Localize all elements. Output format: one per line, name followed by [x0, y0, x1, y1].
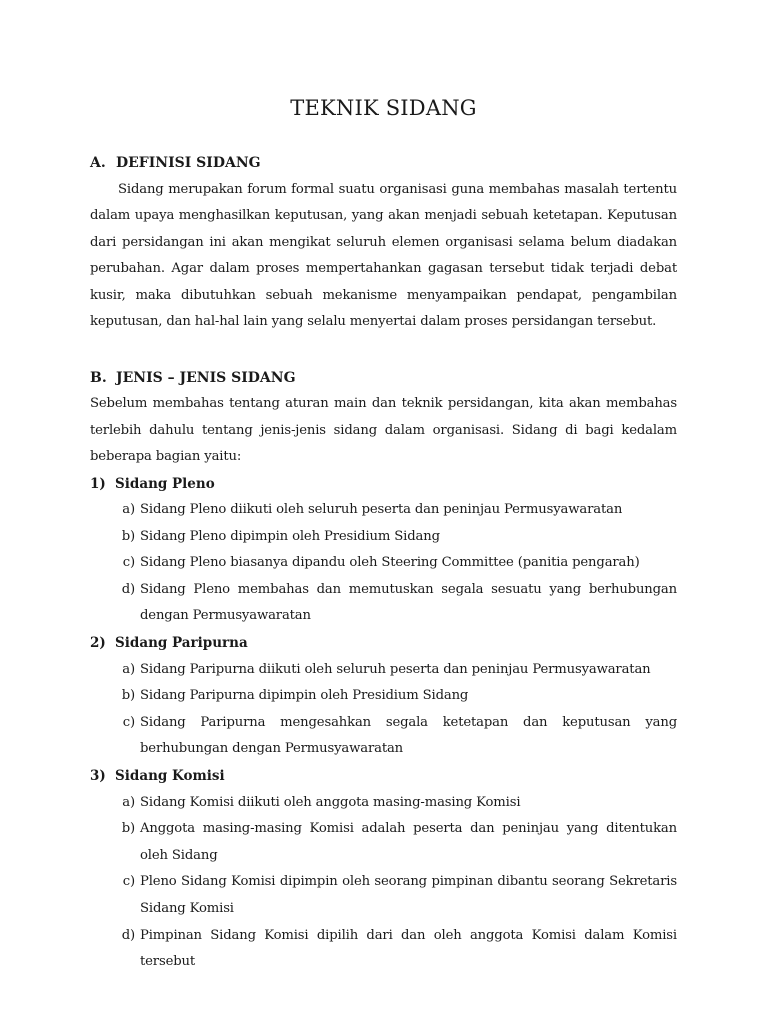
- document-page: [90, 88, 677, 976]
- list-item-text: Sidang Pleno diikuti oleh seluruh peserta dan peninjau Permusyawaratan: [140, 502, 623, 518]
- list-item: [90, 577, 677, 630]
- list-item-text: Sidang Pleno membahas dan memutuskan segala sesuatu yang berhubungan dengan Permusyawaratan: [140, 581, 677, 624]
- list-item: [90, 923, 677, 976]
- section-a-paragraph: Sidang merupakan forum formal suatu organisasi guna membahas masalah tertentu dalam upaya menghasilkan keputusan, yang akan menjadi sebuah ketetapan. Keputusan dari persidangan ini akan mengikat seluruh elemen organisasi selama belum diadakan perubahan. Agar dalam proses mempertahankan gagasan tersebut tidak terjadi debat kusir, maka dibutuhkan sebuah mekanisme menyampaikan pendapat, pengambilan keputusan, dan hal-hal lain yang selalu menyertai dalam proses persidangan tersebut.: [90, 181, 677, 329]
- list-item-marker: a): [122, 661, 135, 677]
- list-item-marker: c): [122, 555, 135, 571]
- subsection-1-number: 1): [90, 475, 106, 492]
- section-a-heading: [90, 150, 677, 177]
- list-item-marker: d): [121, 581, 135, 597]
- list-item-text: Sidang Paripurna diikuti oleh seluruh peserta dan peninjau Permusyawaratan: [140, 661, 651, 677]
- list-item-text: Sidang Paripurna dipimpin oleh Presidium Sidang: [140, 688, 469, 704]
- subsection-1-heading: [90, 471, 677, 498]
- list-item: [90, 550, 677, 577]
- list-item-text: Anggota masing-masing Komisi adalah peserta dan peninjau yang ditentukan oleh Sidang: [140, 821, 677, 863]
- list-item-text: Sidang Pleno dipimpin oleh Presidium Sidang: [140, 528, 440, 544]
- list-item-marker: d): [121, 927, 135, 943]
- subsection-1-title: Sidang Pleno: [115, 475, 215, 492]
- list-item: [90, 683, 677, 710]
- list-item-text: Sidang Pleno biasanya dipandu oleh Steering Committee (panitia pengarah): [140, 555, 640, 571]
- spacer: [90, 336, 677, 365]
- section-b-heading: [90, 365, 677, 392]
- list-item-text: Sidang Paripurna mengesahkan segala ketetapan dan keputusan yang berhubungan dengan Permusyawaratan: [140, 714, 677, 757]
- subsection-2-list: [90, 657, 677, 763]
- list-item: [90, 524, 677, 551]
- list-item: [90, 657, 677, 684]
- list-item-marker: b): [121, 688, 135, 704]
- subsection-3-number: 3): [90, 768, 106, 785]
- list-item: [90, 710, 677, 763]
- section-a-title: DEFINISI SIDANG: [116, 155, 261, 171]
- list-item-marker: b): [121, 528, 135, 544]
- subsection-2-title: Sidang Paripurna: [115, 635, 248, 652]
- section-b-title: JENIS – JENIS SIDANG: [116, 369, 296, 386]
- list-item: [90, 869, 677, 922]
- subsection-2-heading: [90, 630, 677, 657]
- subsection-1-list: [90, 497, 677, 630]
- subsection-3-title: Sidang Komisi: [115, 768, 225, 785]
- list-item-marker: c): [122, 714, 135, 730]
- list-item: [90, 816, 677, 869]
- list-item-text: Pleno Sidang Komisi dipimpin oleh seorang pimpinan dibantu seorang Sekretaris Sidang Komisi: [140, 874, 677, 916]
- spacer: [90, 128, 677, 150]
- list-item-text: Pimpinan Sidang Komisi dipilih dari dan oleh anggota Komisi dalam Komisi tersebut: [140, 927, 677, 970]
- section-a-letter: A.: [90, 155, 106, 171]
- subsection-3-list: [90, 790, 677, 976]
- list-item-marker: b): [121, 821, 135, 837]
- list-item-text: Sidang Komisi diikuti oleh anggota masing-masing Komisi: [140, 794, 521, 810]
- list-item-marker: c): [122, 874, 135, 890]
- list-item-marker: a): [122, 794, 135, 810]
- subsection-3-heading: [90, 763, 677, 790]
- section-b-letter: B.: [90, 369, 107, 386]
- subsection-2-number: 2): [90, 635, 106, 652]
- list-item: [90, 790, 677, 817]
- list-item: [90, 497, 677, 524]
- list-item-marker: a): [122, 502, 135, 518]
- section-b-paragraph: Sebelum membahas tentang aturan main dan teknik persidangan, kita akan membahas terlebih dahulu tentang jenis-jenis sidang dalam organisasi. Sidang di bagi kedalam beberapa bagian yaitu:: [90, 396, 677, 464]
- document-title: TEKNIK SIDANG: [290, 96, 477, 120]
